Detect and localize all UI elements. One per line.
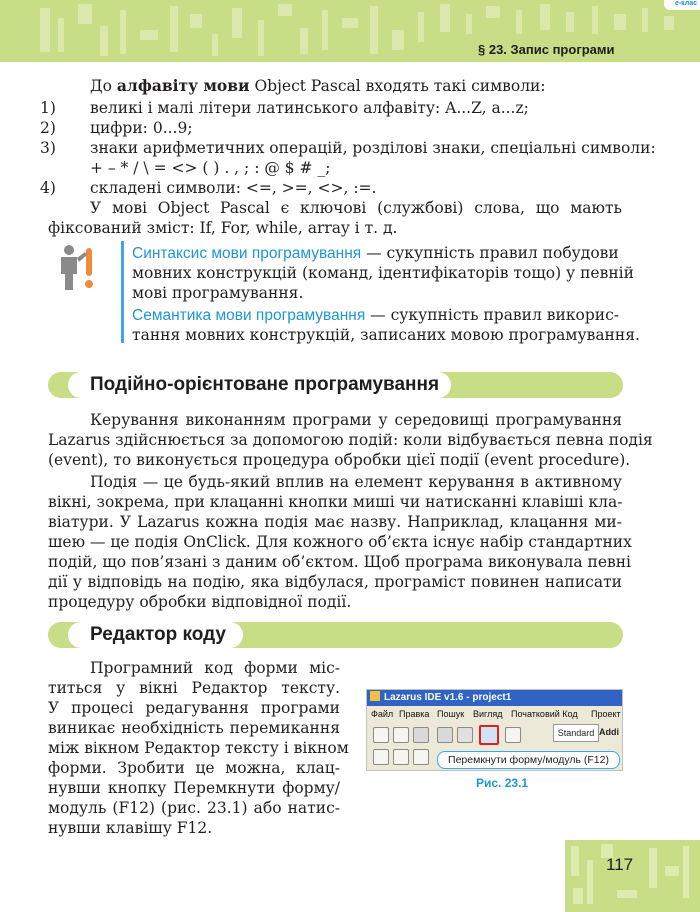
page-header: [0, 0, 700, 62]
new-file-icon[interactable]: [373, 727, 389, 743]
menu-item-file[interactable]: Файл: [371, 709, 394, 719]
list-item: великі і малі літери латинського алфавіту: A...Z, a...z;: [90, 99, 529, 117]
paragraph-line: титься у вікні Редактор тексту.: [48, 679, 340, 697]
keywords-line: У мові Object Pascal є ключові (службові) слова, що мають: [90, 199, 622, 217]
semantic-definition: Семантика мови програмування — сукупність правил викорис-: [132, 306, 620, 324]
paragraph-line: Lazarus здійснюється за допомогою подій: коли відбувається певна подія: [48, 431, 653, 449]
paragraph-line: виникає необхідність перемикання: [48, 719, 340, 737]
component-icon[interactable]: [393, 749, 409, 765]
attention-person-icon: [52, 244, 98, 292]
menu-item-project[interactable]: Проект: [591, 709, 621, 719]
list-number: 3): [40, 139, 56, 157]
paragraph-line: модуль (F12) (рис. 23.1) або натис-: [48, 799, 340, 817]
keywords-line: фіксований зміст: If, For, while, array і т. д.: [48, 219, 398, 237]
list-item: складені символи: <=, >=, <>, :=.: [90, 179, 377, 197]
paragraph-line: Програмний код форми міс-: [90, 659, 340, 677]
syntax-definition-line: мовних конструкцій (команд, ідентифікаторів тощо) у певній: [132, 264, 634, 282]
lazarus-app-icon: [370, 691, 380, 701]
paragraph-line: дії у відповідь на подію, яка відбулася, програміст повинен написати: [48, 573, 622, 591]
view-units-icon[interactable]: [505, 727, 521, 743]
paragraph-line: форми. Зробити це можна, клац-: [48, 759, 340, 777]
paragraph-line: Подія — це будь-який вплив на елемент керування в активному: [90, 473, 622, 491]
list-number: 1): [40, 99, 56, 117]
menu-item-edit[interactable]: Правка: [399, 709, 430, 719]
list-number: 4): [40, 179, 56, 197]
save-icon[interactable]: [413, 727, 429, 743]
section-heading: Редактор коду: [90, 624, 226, 645]
menu-item-source[interactable]: Початковий Код: [511, 709, 578, 719]
run-options-icon[interactable]: [373, 749, 389, 765]
toggle-form-unit-icon[interactable]: [479, 725, 499, 745]
tab-standard[interactable]: Standard: [553, 724, 599, 742]
paragraph-line: нувши кнопку Перемкнути форму/: [48, 779, 340, 797]
paragraph-line: процедуру обробки відповідної події.: [48, 593, 352, 611]
menu-item-search[interactable]: Пошук: [437, 709, 465, 719]
settings-icon[interactable]: [413, 749, 429, 765]
paragraph-line: вікні, зокрема, при клацанні кнопки миші чи натисканні клавіші кла-: [48, 493, 623, 511]
paragraph-line: нувши клавішу F12.: [48, 819, 213, 837]
menu-item-view[interactable]: Вигляд: [473, 709, 503, 719]
ide-title-bar: Lazarus IDE v1.6 - project1: [367, 690, 622, 706]
list-item-continuation: + – * / \ = <> ( ) . , ; : @ $ # _;: [90, 159, 331, 177]
save-all-icon[interactable]: [437, 727, 453, 743]
semantic-definition-line: тання мовних конструкцій, записаних мовою програмування.: [132, 326, 640, 344]
list-item: цифри: 0...9;: [90, 119, 193, 137]
page-number: 117: [606, 855, 634, 874]
section-heading: Подійно-орієнтоване програмування: [90, 374, 440, 395]
paragraph-line: шею — це подія OnClick. Для кожного об’єкта існує набір стандартних: [48, 533, 632, 551]
page-corner-pattern: [565, 840, 700, 912]
syntax-definition: Синтаксис мови програмування — сукупність правил побудови: [132, 244, 619, 262]
tab-additional[interactable]: Addi: [599, 727, 619, 737]
list-number: 2): [40, 119, 56, 137]
close-icon[interactable]: [457, 727, 473, 743]
paragraph-line: У процесі редагування програми: [48, 699, 340, 717]
paragraph-line: (event), то виконується процедура обробки цієї події (event procedure).: [48, 451, 631, 469]
list-item: знаки арифметичних операцій, розділові знаки, спеціальні символи:: [90, 139, 656, 157]
open-file-icon[interactable]: [393, 727, 409, 743]
alphabet-intro: До алфавіту мови Object Pascal входять такі символи:: [90, 76, 546, 95]
section-title: § 23. Запис програми: [478, 42, 615, 57]
logo-text: e-клас: [674, 0, 697, 7]
paragraph-line: між вікном Редактор тексту і вікном: [48, 739, 349, 757]
paragraph-line: подій, що пов’язані з даним об’єктом. Щоб програма виконувала певні: [48, 553, 632, 571]
toggle-form-unit-callout: Перемкнути форму/модуль (F12): [437, 751, 620, 769]
definition-bar: [121, 241, 124, 343]
figure-caption: Рис. 23.1: [476, 776, 529, 790]
ide-menu-bar: [367, 707, 622, 722]
syntax-definition-line: мові програмування.: [132, 284, 304, 302]
paragraph-line: віатури. У Lazarus кожна подія має назву. Наприклад, клацання ми-: [48, 513, 622, 531]
paragraph-line: Керування виконанням програми у середовищі програмування: [90, 411, 622, 429]
